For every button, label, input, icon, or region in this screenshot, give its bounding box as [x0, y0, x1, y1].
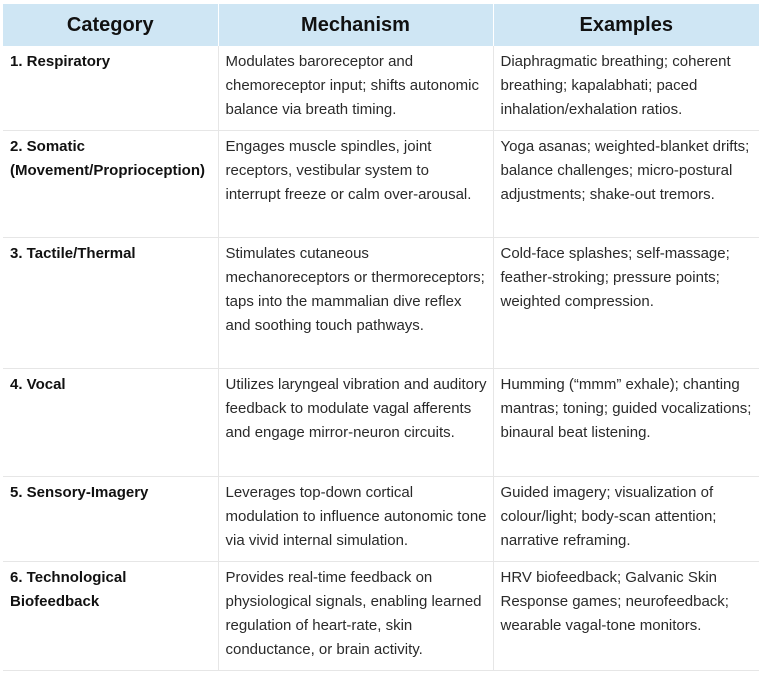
mechanism-cell: Engages muscle spindles, joint receptors, vestibular system to interrupt freeze or calm over-arousal.	[218, 131, 493, 238]
mechanism-cell: Stimulates cutaneous mechanoreceptors or thermoreceptors; taps into the mammalian dive reflex and soothing touch pathways.	[218, 238, 493, 369]
examples-cell: Guided imagery; visualization of colour/light; body-scan attention; narrative reframing.	[493, 477, 759, 562]
header-examples: Examples	[493, 4, 759, 46]
examples-cell: Humming (“mmm” exhale); chanting mantras; toning; guided vocalizations; binaural beat listening.	[493, 369, 759, 477]
examples-cell: HRV biofeedback; Galvanic Skin Response games; neurofeedback; wearable vagal-tone monitors.	[493, 562, 759, 671]
examples-cell: Diaphragmatic breathing; coherent breathing; kapalabhati; paced inhalation/exhalation ratios.	[493, 46, 759, 131]
examples-cell: Cold-face splashes; self-massage; feather-stroking; pressure points; weighted compression.	[493, 238, 759, 369]
mechanism-cell: Provides real-time feedback on physiological signals, enabling learned regulation of heart-rate, skin conductance, or brain activity.	[218, 562, 493, 671]
mechanism-cell: Leverages top-down cortical modulation to influence autonomic tone via vivid internal simulation.	[218, 477, 493, 562]
category-cell: 1. Respiratory	[3, 46, 218, 131]
header-category: Category	[3, 4, 218, 46]
table-body	[3, 46, 759, 671]
header-mechanism: Mechanism	[218, 4, 493, 46]
table-row	[3, 477, 759, 562]
table-row	[3, 238, 759, 369]
examples-cell: Yoga asanas; weighted-blanket drifts; balance challenges; micro-postural adjustments; shake-out tremors.	[493, 131, 759, 238]
table-row	[3, 46, 759, 131]
category-cell: 2. Somatic (Movement/Proprioception)	[3, 131, 218, 238]
header-row	[3, 4, 759, 46]
regulation-table	[3, 4, 759, 671]
table-header	[3, 4, 759, 46]
table-row	[3, 562, 759, 671]
category-cell: 4. Vocal	[3, 369, 218, 477]
mechanism-cell: Utilizes laryngeal vibration and auditory feedback to modulate vagal afferents and engage mirror-neuron circuits.	[218, 369, 493, 477]
category-cell: 5. Sensory-Imagery	[3, 477, 218, 562]
mechanism-cell: Modulates baroreceptor and chemoreceptor input; shifts autonomic balance via breath timing.	[218, 46, 493, 131]
category-cell: 6. Technological Biofeedback	[3, 562, 218, 671]
table-row	[3, 131, 759, 238]
category-cell: 3. Tactile/Thermal	[3, 238, 218, 369]
table-row	[3, 369, 759, 477]
